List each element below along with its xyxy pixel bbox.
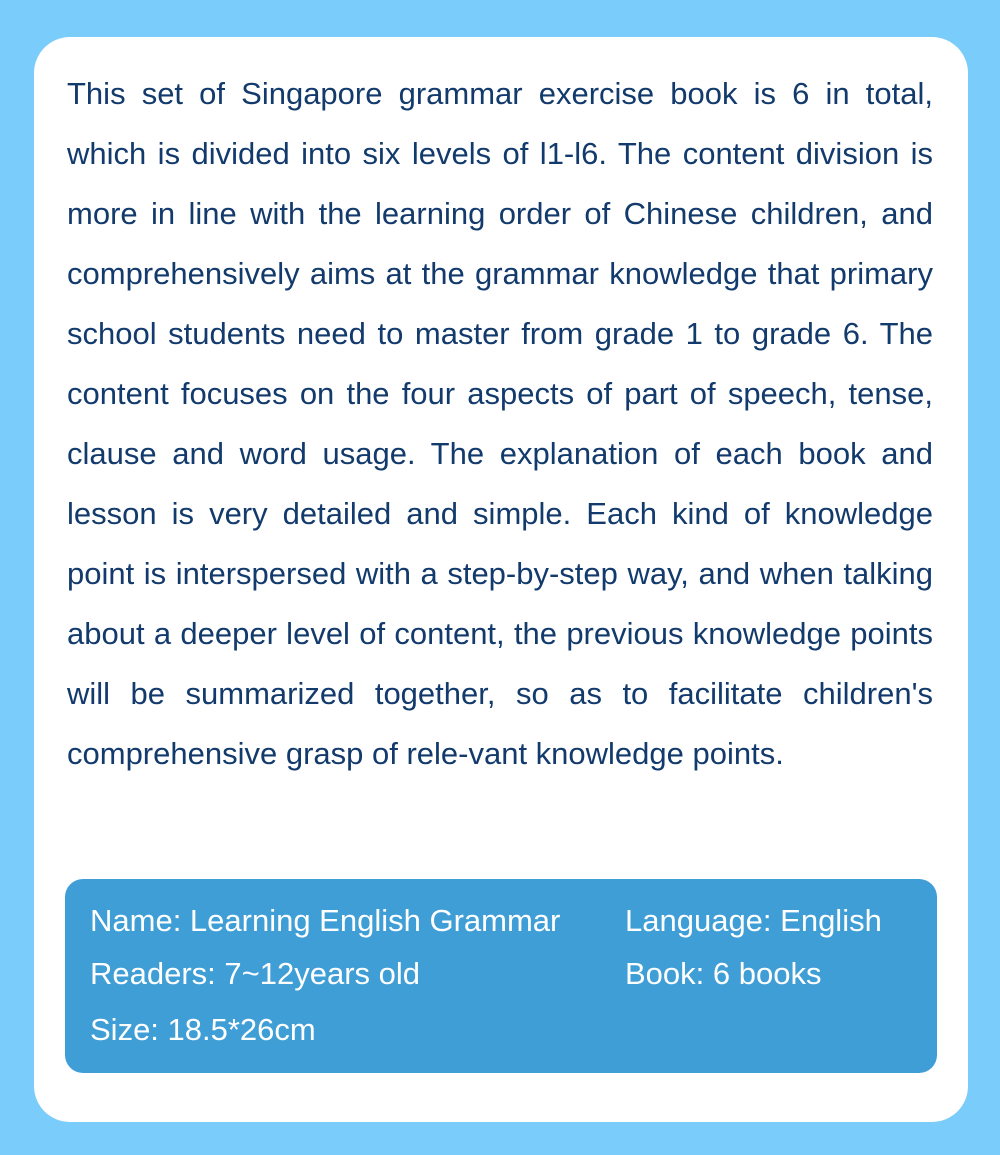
product-name: Name: Learning English Grammar: [90, 903, 561, 938]
product-info-panel: [65, 879, 937, 1073]
product-readers: Readers: 7~12years old: [90, 956, 421, 991]
product-book-count: Book: 6 books: [625, 956, 822, 991]
product-size: Size: 18.5*26cm: [90, 1012, 316, 1047]
product-description-card: [34, 37, 968, 1122]
product-description-text: This set of Singapore grammar exercise book is 6 in total, which is divided into six levels of l1-l6. The content division is more in line with the learning order of Chinese children, and comprehensively aims at the grammar knowledge that primary school students need to master from grade 1 to grade 6. The content focuses on the four aspects of part of speech, tense, clause and word usage. The explanation of each book and lesson is very detailed and simple. Each kind of knowledge point is interspersed with a step-by-step way, and when talking about a deeper level of content, the previous knowledge points will be summarized together, so as to facilitate children's comprehensive grasp of rele-vant knowledge points.: [67, 76, 933, 771]
product-language: Language: English: [625, 903, 882, 938]
